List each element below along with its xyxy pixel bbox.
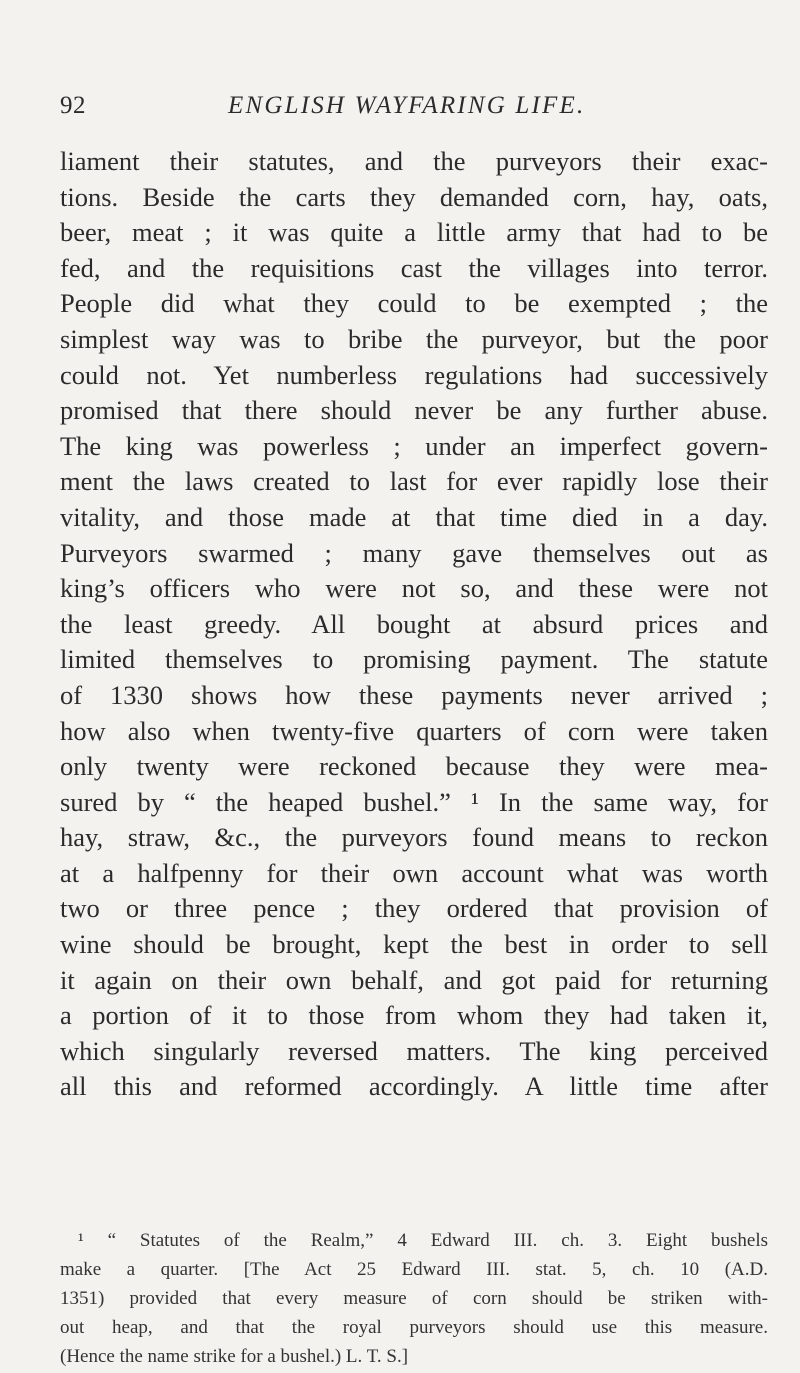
text-line: how also when twenty-five quarters of corn were taken: [60, 715, 768, 746]
text-line: which singularly reversed matters. The king perceived: [60, 1035, 768, 1066]
text-line: king’s officers who were not so, and these were not: [60, 573, 768, 604]
body-text: [60, 144, 768, 1105]
text-line: sured by “ the heaped bushel.” ¹ In the same way, for: [60, 786, 768, 817]
text-line: tions. Beside the carts they demanded corn, hay, oats,: [60, 181, 768, 212]
footnote-line: 1351) provided that every measure of corn should be striken with-: [60, 1288, 768, 1309]
text-line: hay, straw, &c., the purveyors found means to reckon: [60, 822, 768, 853]
text-line: vitality, and those made at that time died in a day.: [60, 501, 768, 532]
running-title: ENGLISH WAYFARING LIFE.: [228, 92, 586, 119]
page-number: 92: [60, 92, 86, 119]
text-line: promised that there should never be any further abuse.: [60, 395, 768, 426]
text-line: only twenty were reckoned because they were mea-: [60, 751, 768, 782]
page-header: [60, 92, 768, 128]
text-line: a portion of it to those from whom they had taken it,: [60, 1000, 768, 1031]
text-line: could not. Yet numberless regulations had successively: [60, 359, 768, 390]
footnote-line: out heap, and that the royal purveyors should use this measure.: [60, 1317, 768, 1338]
text-line: beer, meat ; it was quite a little army that had to be: [60, 217, 768, 248]
text-line: two or three pence ; they ordered that provision of: [60, 893, 768, 924]
text-line: liament their statutes, and the purveyors their exac-: [60, 146, 768, 176]
book-page: [60, 0, 768, 1373]
text-line: The king was powerless ; under an imperfect govern-: [60, 430, 768, 461]
text-line: limited themselves to promising payment. The statute: [60, 644, 768, 675]
footnote-line: (Hence the name strike for a bushel.) L. T. S.]: [60, 1346, 409, 1367]
text-line: simplest way was to bribe the purveyor, but the poor: [60, 323, 768, 354]
footnote: [60, 1226, 768, 1371]
text-line: at a halfpenny for their own account what was worth: [60, 857, 768, 888]
text-line: all this and reformed accordingly. A little time after: [60, 1071, 768, 1102]
text-line: wine should be brought, kept the best in order to sell: [60, 929, 768, 960]
footnote-line: ¹ “ Statutes of the Realm,” 4 Edward III. ch. 3. Eight bushels: [78, 1230, 768, 1251]
text-line: it again on their own behalf, and got paid for returning: [60, 964, 768, 995]
text-line: Purveyors swarmed ; many gave themselves out as: [60, 537, 768, 568]
text-line: fed, and the requisitions cast the villages into terror.: [60, 252, 768, 283]
text-line: ment the laws created to last for ever rapidly lose their: [60, 466, 768, 497]
text-line: People did what they could to be exempted ; the: [60, 288, 768, 319]
footnote-line: make a quarter. [The Act 25 Edward III. stat. 5, ch. 10 (A.D.: [60, 1259, 768, 1280]
text-line: of 1330 shows how these payments never arrived ;: [60, 679, 768, 710]
text-line: the least greedy. All bought at absurd prices and: [60, 608, 768, 639]
